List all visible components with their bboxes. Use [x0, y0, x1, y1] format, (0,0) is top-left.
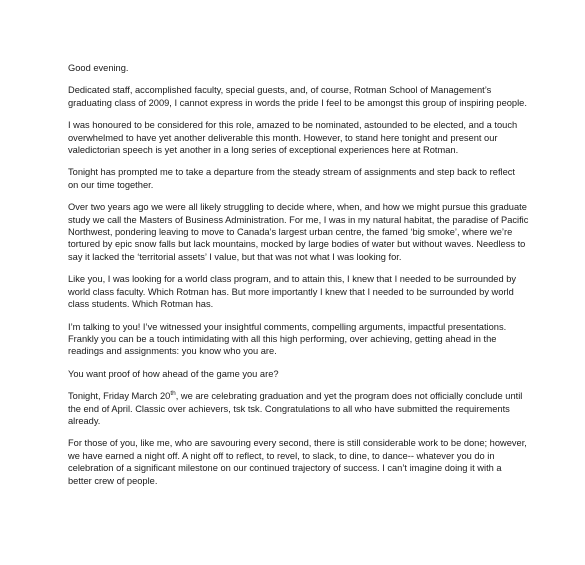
- paragraph-two-years-ago: [68, 201, 535, 263]
- text-line: better crew of people.: [68, 475, 158, 486]
- paragraph-proof: [68, 368, 535, 380]
- text-segment: Tonight, Friday March 20: [68, 391, 171, 402]
- text-line: study we call the Masters of Business Administration. For me, I was in my natural habitat, the paradise of Pacific: [68, 214, 529, 225]
- text-line: Tonight has prompted me to take a departure from the steady stream of assignments and step back to reflect: [68, 167, 516, 178]
- text-line: overwhelmed to have yet another deliverable this month. However, to stand here tonight and present our: [68, 132, 498, 143]
- text-line: Northwest, pondering leaving to move to Canada’s largest urban centre, the famed ‘big smoke’, where we’re: [68, 227, 513, 238]
- text-line: celebration of a significant milestone on our continued trajectory of success. I can’t imagine doing it with a: [68, 463, 502, 474]
- text-line-with-superscript: [68, 390, 535, 402]
- text-line: tortured by epic snow falls but lack mountains, mocked by large bodies of water but without waves. Needless to: [68, 239, 526, 250]
- text-line: Over two years ago we were all likely struggling to decide where, when, and how we might pursue this graduate: [68, 202, 527, 213]
- paragraph-talking-to-you: [68, 321, 535, 358]
- paragraph-greeting: [68, 62, 535, 74]
- text-line: graduating class of 2009, I cannot express in words the pride I feel to be amongst this group of inspiring people.: [68, 97, 527, 108]
- paragraph-honoured: [68, 119, 535, 156]
- text-line: I was honoured to be considered for this role, amazed to be nominated, astounded to be elected, and a touch: [68, 120, 518, 131]
- text-line: on our time together.: [68, 179, 154, 190]
- text-segment: , we are celebrating graduation and yet the program does not officially conclude until: [175, 391, 523, 402]
- text-line: world class faculty. Which Rotman has. But more importantly I knew that I needed to be surrounded by world: [68, 286, 514, 297]
- text-line: valedictorian speech is yet another in a long series of exceptional experiences here at Rotman.: [68, 145, 459, 156]
- paragraph-reflect: [68, 166, 535, 191]
- text-line: already.: [68, 415, 101, 426]
- text-line: I’m talking to you! I’ve witnessed your insightful comments, compelling arguments, impactful presentations.: [68, 321, 507, 332]
- paragraph-dedication: [68, 84, 535, 109]
- text-line: Like you, I was looking for a world class program, and to attain this, I knew that I needed to be surrounded by: [68, 274, 517, 285]
- superscript-ordinal: th: [170, 390, 176, 398]
- paragraph-world-class: [68, 273, 535, 310]
- text-line: class students. Which Rotman has.: [68, 299, 214, 310]
- text-line: say it lacked the ‘territorial assets’ I value, but that was not what I was looking for.: [68, 251, 402, 262]
- text-line: readings and assignments: you know who you are.: [68, 346, 277, 357]
- paragraph-savouring: [68, 437, 535, 487]
- text-line: Frankly you can be a touch intimidating with all this high performing, over achieving, getting ahead in the: [68, 333, 497, 344]
- text-line: Good evening.: [68, 63, 129, 73]
- text-line: You want proof of how ahead of the game you are?: [68, 368, 279, 379]
- text-line: For those of you, like me, who are savouring every second, there is still considerable work to be done; however,: [68, 438, 527, 449]
- paragraph-tonight: [68, 390, 535, 427]
- text-line: Dedicated staff, accomplished faculty, special guests, and, of course, Rotman School of Management’s: [68, 85, 492, 96]
- text-line: we have earned a night off. A night off to reflect, to revel, to slack, to dine, to dance-- whatever you do in: [68, 450, 495, 461]
- text-line: the end of April. Classic over achievers, tsk tsk. Congratulations to all who have submitted the requirements: [68, 403, 510, 414]
